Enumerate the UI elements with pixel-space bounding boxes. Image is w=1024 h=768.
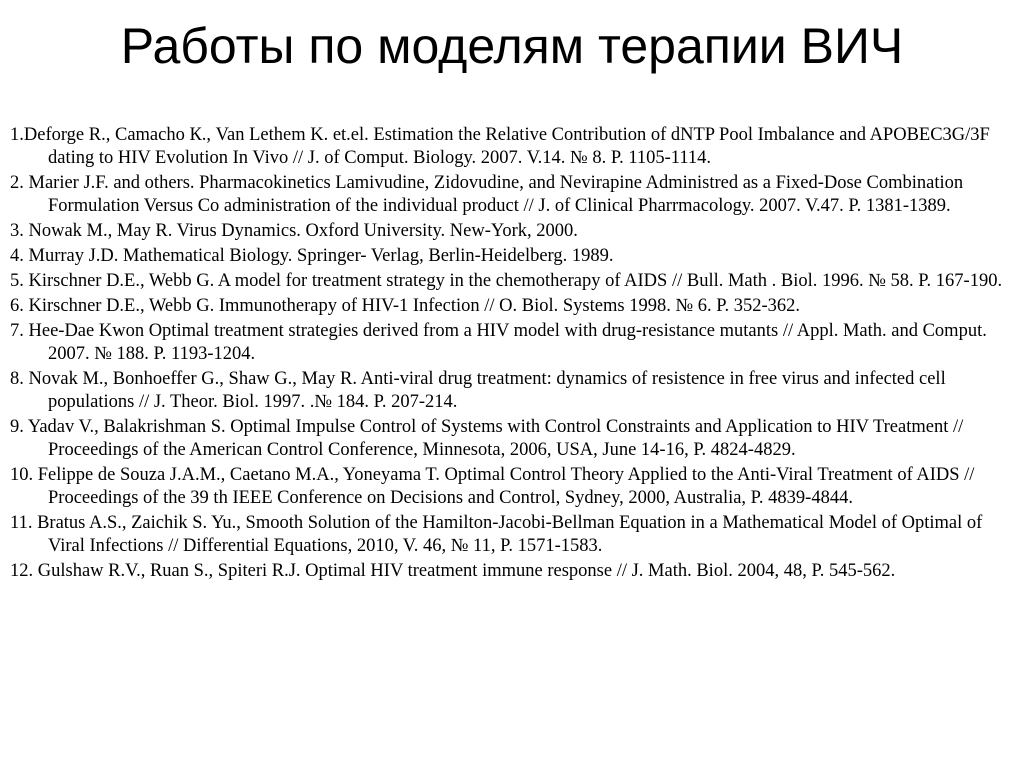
reference-item: 12. Gulshaw R.V., Ruan S., Spiteri R.J. Optimal HIV treatment immune response // J. Math. Biol. 2004, 48, P. 545-562. [10,561,896,581]
reference-item: 10. Felippe de Souza J.A.M., Caetano M.A., Yoneyama T. Optimal Control Theory Applied to the Anti-Viral Treatment of AIDS // Proceedings of the 39 th IEEE Conference on Decisions and Control, Sydney, 2000, Australia, P. 4839-4844. [10,465,975,508]
reference-item: 8. Novak M., Bonhoeffer G., Shaw G., May R. Anti-viral drug treatment: dynamics of resistence in free virus and infected cell populations // J. Theor. Biol. 1997. .№ 184. P. 207-214. [10,369,946,412]
reference-item: 5. Kirschner D.E., Webb G. A model for treatment strategy in the chemotherapy of AIDS // Bull. Math . Biol. 1996. № 58. P. 167-190. [10,271,1003,291]
reference-list [10,124,1014,585]
reference-item: 11. Bratus A.S., Zaichik S. Yu., Smooth Solution of the Hamilton-Jacobi-Bellman Equation in a Mathematical Model of Optimal of Viral Infections // Differential Equations, 2010, V. 46, № 11, P. 1571-1583. [10,513,983,556]
reference-item: 1.Deforge R., Camacho К., Van Lethem K. et.el. Estimation the Relative Contribution of dNTP Pool Imbalance and APOBEC3G/3F dating to HIV Evolution In Vivo // J. of Comput. Biology. 2007. V.14. № 8. P. 1105-1114. [10,125,990,168]
reference-item: 3. Nowak M., May R. Virus Dynamics. Oxford University. New-York, 2000. [10,221,578,241]
slide-title: Работы по моделям терапии ВИЧ [120,18,904,74]
reference-item: 4. Murray J.D. Mathematical Biology. Springer- Verlag, Berlin-Heidelberg. 1989. [10,246,614,266]
reference-item: 6. Kirschner D.E., Webb G. Immunotherapy of HIV-1 Infection // O. Biol. Systems 1998. № 6. P. 352-362. [10,296,800,316]
reference-item: 9. Yadav V., Balakrishman S. Optimal Impulse Control of Systems with Control Constraints and Application to HIV Treatment // Proceedings of the American Control Conference, Minnesota, 2006, USA, June 14-16, P. 4824-4829. [10,417,964,460]
reference-item: 7. Hee-Dae Kwon Optimal treatment strategies derived from a HIV model with drug-resistance mutants // Appl. Math. and Comput. 2007. № 188. P. 1193-1204. [10,321,987,364]
reference-item: 2. Marier J.F. and others. Pharmacokinetics Lamivudine, Zidovudine, and Nevirapine Administred as a Fixed-Dose Combination Formulation Versus Co administration of the individual product // J. of Clinical Pharrmacology. 2007. V.47. P. 1381-1389. [10,173,964,216]
